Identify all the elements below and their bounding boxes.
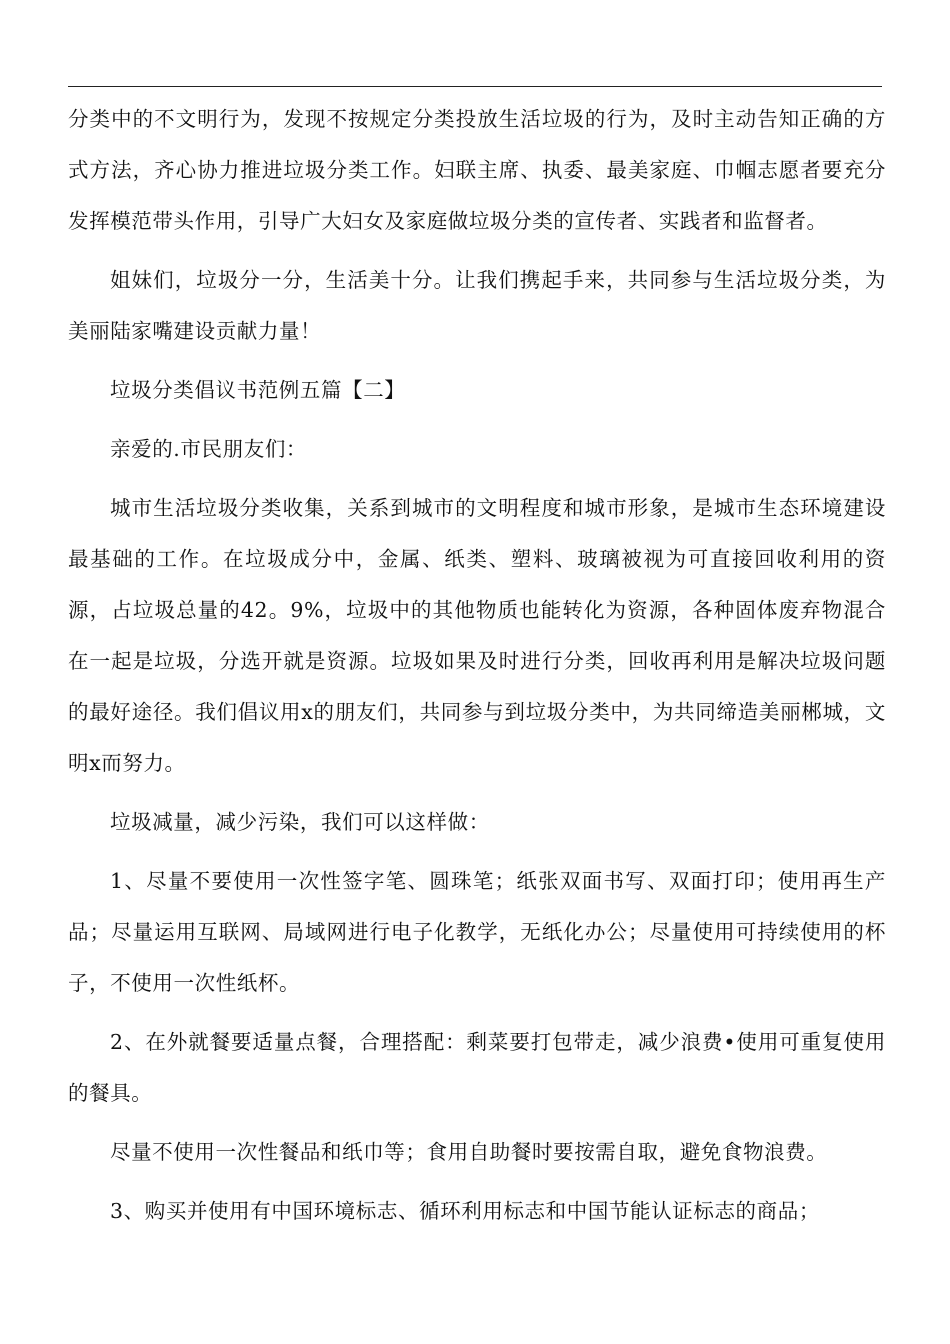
document-body — [68, 94, 886, 1245]
header-rule — [68, 86, 882, 87]
paragraph-2: 姐妹们，垃圾分一分，生活美十分。让我们携起手来，共同参与生活垃圾分类，为美丽陆家嘴建设贡献力量！ — [68, 268, 886, 343]
paragraph-5: 城市生活垃圾分类收集，关系到城市的文明程度和城市形象，是城市生态环境建设最基础的工作。在垃圾成分中，金属、纸类、塑料、玻璃被视为可直接回收利用的资源，占垃圾总量的42。9%，垃圾中的其他物质也能转化为资源，各种固体废弃物混合在一起是垃圾，分选开就是资源。垃圾如果及时进行分类，回收再利用是解决垃圾问题的最好途径。我们倡议用x的朋友们，共同参与到垃圾分类中，为共同缔造美丽郴城，文明x而努力。 — [68, 496, 886, 775]
paragraph-9: 尽量不使用一次性餐品和纸巾等；食用自助餐时要按需自取，避免食物浪费。 — [110, 1140, 828, 1164]
salutation: 亲爱的.市民朋友们： — [110, 437, 308, 461]
paragraph-1: 分类中的不文明行为，发现不按规定分类投放生活垃圾的行为，及时主动告知正确的方式方法，齐心协力推进垃圾分类工作。妇联主席、执委、最美家庭、巾帼志愿者要充分发挥模范带头作用，引导广大妇女及家庭做垃圾分类的宣传者、实践者和监督者。 — [68, 107, 886, 233]
section-heading: 垃圾分类倡议书范例五篇【二】 — [110, 378, 406, 402]
list-item-1: 1、尽量不要使用一次性签字笔、圆珠笔；纸张双面书写、双面打印；使用再生产品；尽量运用互联网、局域网进行电子化教学，无纸化办公；尽量使用可持续使用的杯子，不使用一次性纸杯。 — [68, 869, 886, 995]
list-item-2: 2、在外就餐要适量点餐，合理搭配：剩菜要打包带走，减少浪费•使用可重复使用的餐具。 — [68, 1030, 886, 1105]
paragraph-6: 垃圾减量，减少污染，我们可以这样做： — [110, 810, 490, 834]
list-item-3: 3、购买并使用有中国环境标志、循环利用标志和中国节能认证标志的商品； — [110, 1199, 820, 1223]
